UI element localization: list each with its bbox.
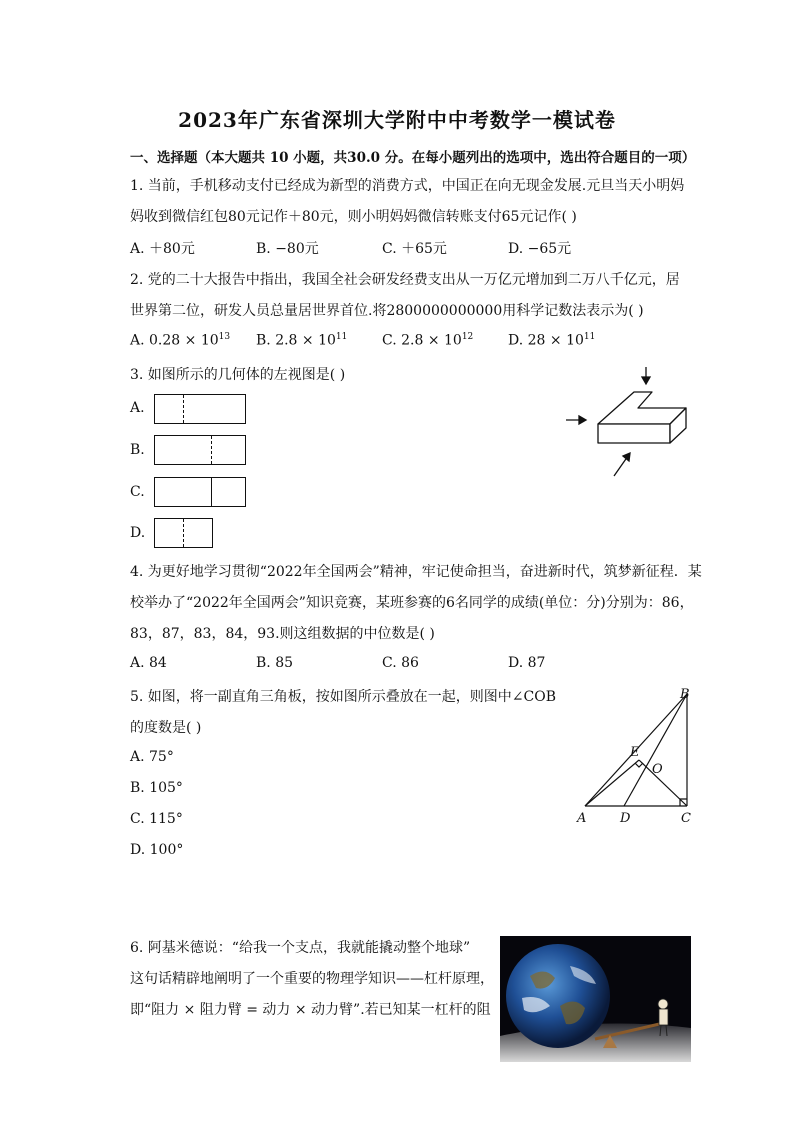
q5-option-a: A. 75° [130,749,174,765]
q3-option-a-figure [154,394,246,424]
archimedes-figure [659,1009,668,1025]
q4-line3: 83，87，83，84，93.则这组数据的中位数是( ) [130,626,435,642]
q2-line1: 2. 党的二十大报告中指出，我国全社会研发经费支出从一万亿元增加到二万八千亿元，居 [130,272,680,288]
visible-edge [211,478,212,506]
q2-option-b: B. $2.8 \times 10^{11}$ [256,332,348,349]
q4-line1: 4. 为更好地学习贯彻“2022年全国两会”精神，牢记使命担当，奋进新时代，筑梦新征程．某 [130,564,702,580]
q3-option-c-figure [154,477,246,507]
q2-line2: 世界第二位，研发人员总量居世界首位.将2800000000000用科学记数法表示为( ) [130,303,644,319]
label-e: E [630,745,640,760]
q6-line3: 即“阻力 × 阻力臂 = 动力 × 动力臂”.若已知某一杠杆的阻 [130,1002,491,1018]
q3-line1: 3. 如图所示的几何体的左视图是( ) [130,367,346,383]
q3-option-d-label: D. [130,525,146,541]
label-d: D [620,811,631,826]
earth-lever-illustration [500,936,691,1062]
q3-solid-figure [560,362,700,482]
label-c: C [681,811,691,826]
segment-ae [585,760,639,806]
label-a: A [577,811,587,826]
q3-option-a-label: A. [130,400,145,416]
hidden-edge [183,519,184,547]
q1-line2: 妈收到微信红包80元记作＋80元，则小明妈妈微信转账支付65元记作( ) [130,209,577,225]
q4-option-d: D. 87 [508,655,546,671]
q5-option-d: D. 100° [130,842,184,858]
q1-option-c: C. ＋65元 [382,241,447,257]
q1-option-a: A. ＋80元 [130,241,195,257]
q3-option-b-label: B. [130,442,145,458]
q5-line2: 的度数是( ) [130,720,202,736]
q3-option-c-label: C. [130,484,145,500]
earth-globe [506,944,610,1048]
q1-option-b: B. −80元 [256,241,319,257]
right-angle-e [635,763,643,767]
q4-option-c: C. 86 [382,655,419,671]
hidden-edge [183,395,184,423]
q5-line1: 5. 如图，将一副直角三角板，按如图所示叠放在一起，则图中∠COB [130,689,557,705]
page-title: 2023年广东省深圳大学附中中考数学一模试卷 [178,108,616,132]
q4-line2: 校举办了“2022年全国两会”知识竞赛，某班参赛的6名同学的成绩(单位：分)分别为：86， [130,595,694,611]
q5-option-b: B. 105° [130,780,183,796]
q2-option-d: D. $28 \times 10^{11}$ [508,332,596,349]
q2-option-c: C. $2.8 \times 10^{12}$ [382,332,474,349]
q5-option-c: C. 115° [130,811,183,827]
q2-option-a: A. $0.28 \times 10^{13}$ [130,332,231,349]
q1-option-d: D. −65元 [508,241,572,257]
q6-line1: 6. 阿基米德说：“给我一个支点，我就能撬动整个地球” [130,940,471,956]
q4-option-b: B. 85 [256,655,294,671]
q3-option-b-figure [154,435,246,465]
q4-option-a: A. 84 [130,655,167,671]
label-b: B [680,687,690,702]
section-header: 一、选择题（本大题共 10 小题，共30.0 分。在每小题列出的选项中，选出符合题目的一项） [130,150,696,166]
q5-triangle-figure [570,682,700,827]
q3-option-d-figure [154,518,213,548]
label-o: O [652,762,663,777]
q6-line2: 这句话精辟地阐明了一个重要的物理学知识——杠杆原理， [130,971,494,987]
hidden-edge [211,436,212,464]
q1-line1: 1. 当前，手机移动支付已经成为新型的消费方式，中国正在向无现金发展.元旦当天小明妈 [130,178,685,194]
